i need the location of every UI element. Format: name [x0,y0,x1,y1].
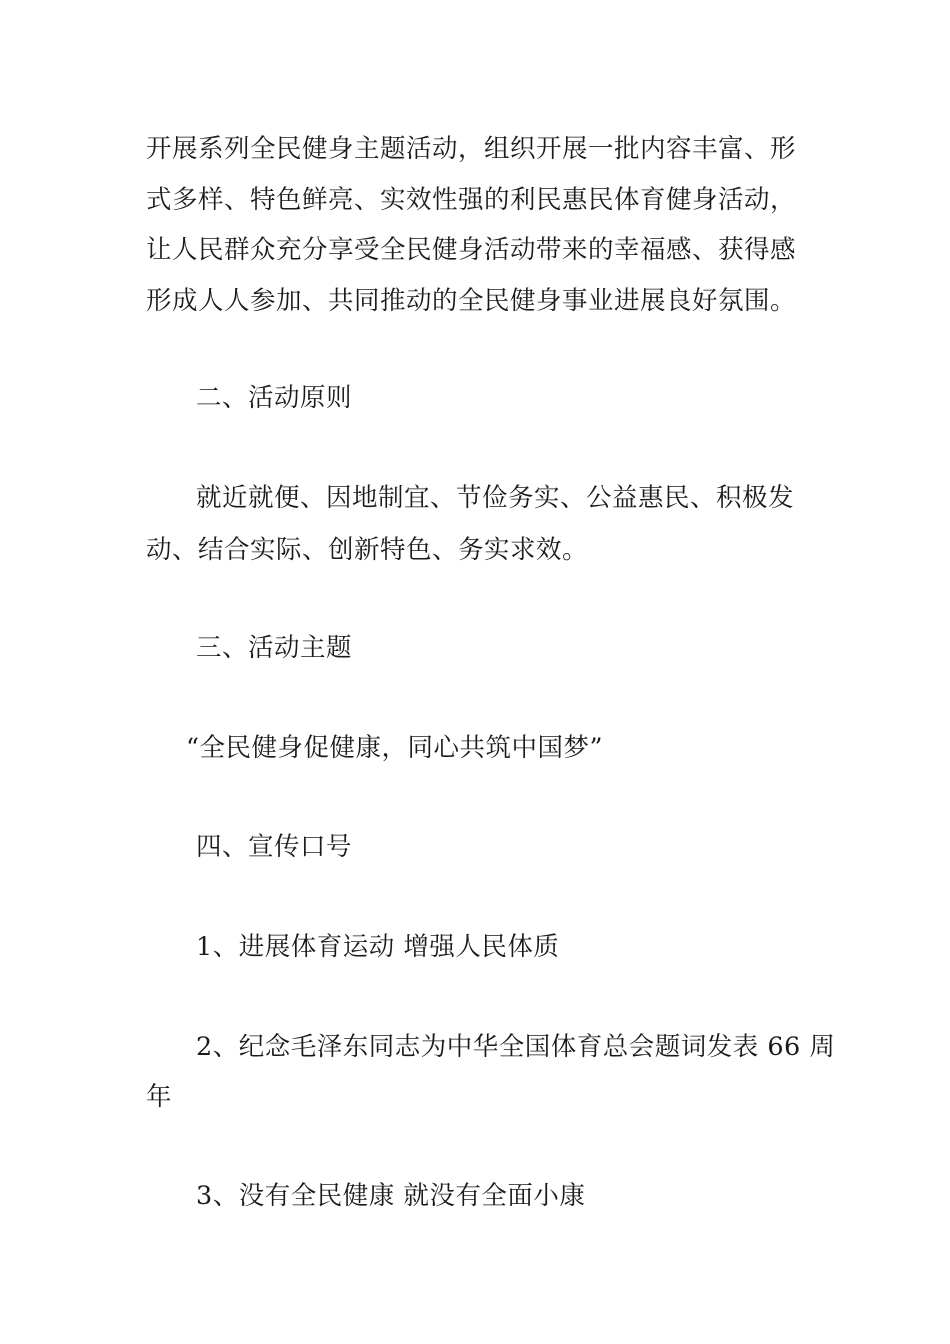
theme-text: “全民健身促健康，同心共筑中国梦” [186,733,604,763]
intro-line-2: 式多样、特色鲜亮、实效性强的利民惠民体育健身活动， [146,185,797,215]
intro-line-4: 形成人人参加、共同推动的全民健身事业进展良好氛围。 [146,286,797,316]
slogan-3: 3、没有全民健康 就没有全面小康 [196,1181,586,1211]
principles-line-1: 就近就便、因地制宜、节俭务实、公益惠民、积极发 [196,483,795,513]
principles-line-2: 动、结合实际、创新特色、务实求效。 [146,535,589,565]
section-heading-theme: 三、活动主题 [196,633,353,663]
slogan-2-line-2: 年 [146,1082,173,1112]
intro-line-3: 让人民群众充分享受全民健身活动带来的幸福感、获得感 [146,235,797,265]
section-heading-principles: 二、活动原则 [196,383,353,413]
slogan-1: 1、进展体育运动 增强人民体质 [196,932,560,962]
slogan-2-line-1: 2、纪念毛泽东同志为中华全国体育总会题词发表 66 周 [196,1032,836,1062]
section-heading-slogans: 四、宣传口号 [196,832,353,862]
intro-line-1: 开展系列全民健身主题活动，组织开展一批内容丰富、形 [146,134,797,164]
